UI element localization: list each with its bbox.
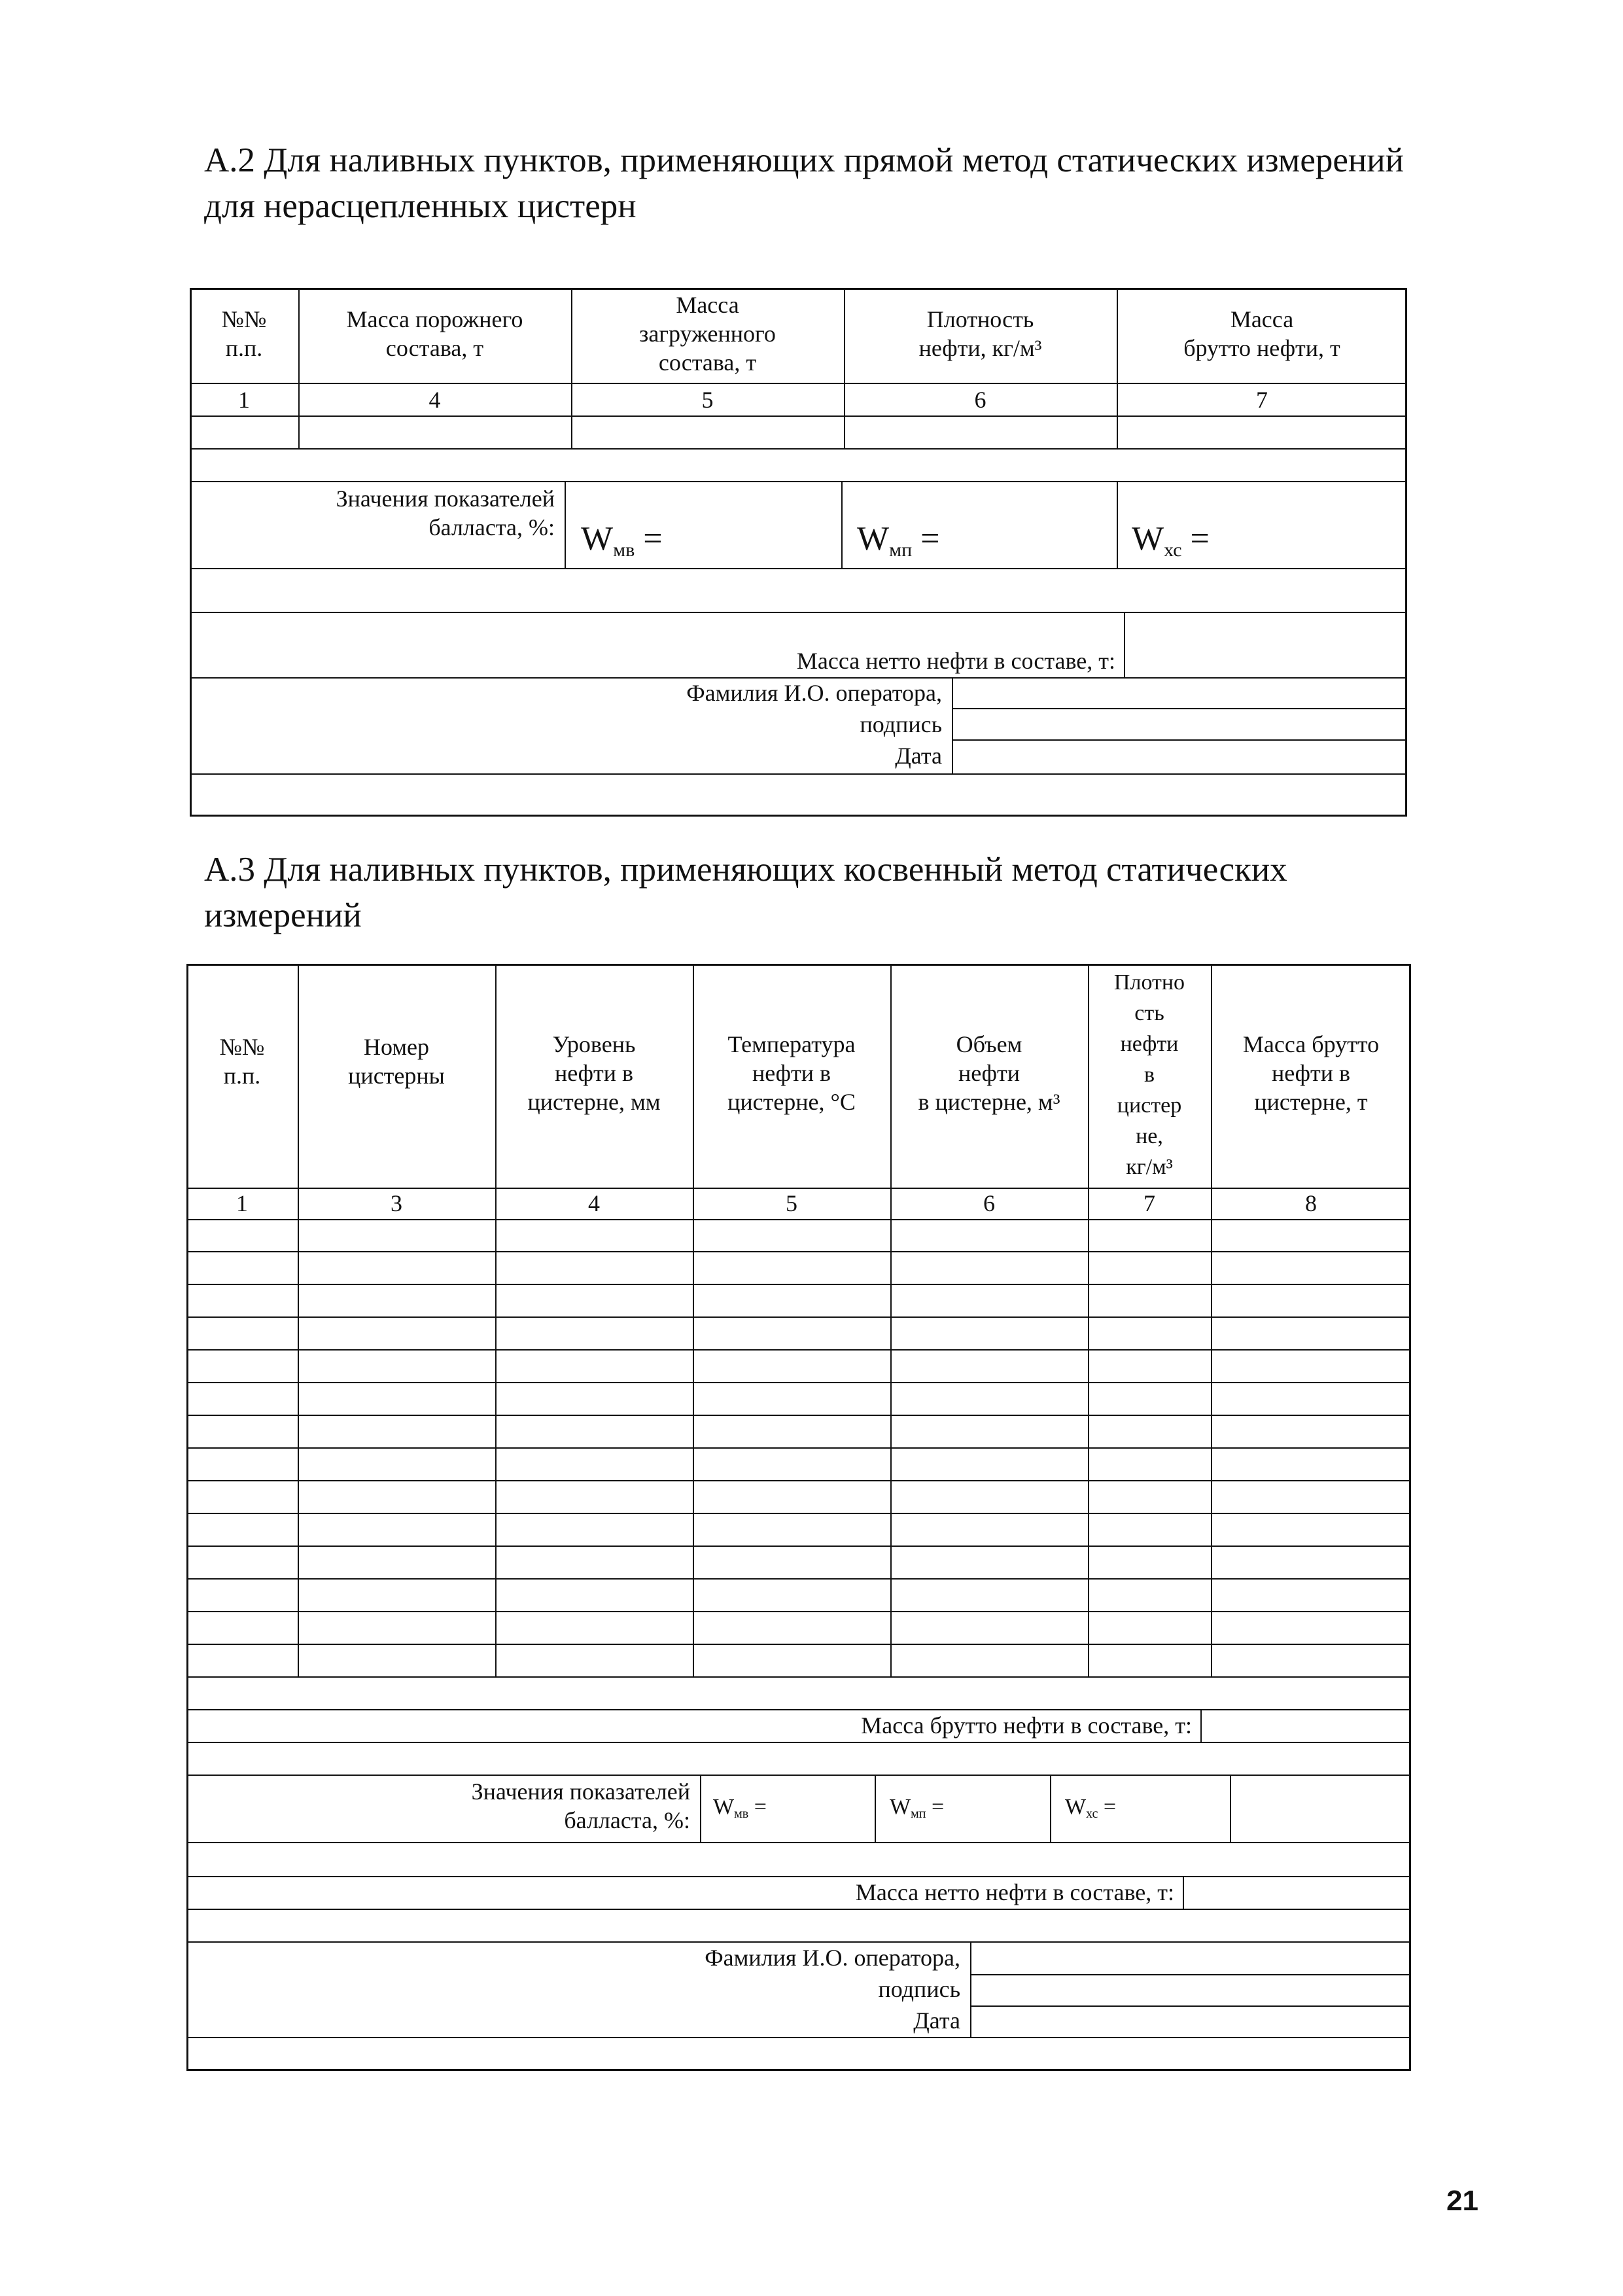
a3-w-mv: $W_{мв}$ = — [713, 1795, 767, 1821]
a3-colnum: 7 — [1143, 1190, 1155, 1216]
section-a2-title-line2: для нерасцепленных цистерн — [204, 187, 637, 225]
table-a3-row-divider — [186, 1611, 1411, 1612]
a2-header-num: №№ п.п. — [221, 306, 267, 361]
a3-date-label: Дата — [913, 2007, 960, 2034]
a2-w-hs: $W_{хс}$ = — [1132, 520, 1210, 561]
table-a3-row-divider — [186, 1480, 1411, 1481]
table-a3-ballast-divider — [1230, 1775, 1231, 1842]
table-a3-net-top — [186, 1876, 1411, 1877]
a3-w-hs: $W_{хс}$ = — [1065, 1795, 1117, 1821]
table-a3-row-divider — [186, 1382, 1411, 1383]
a2-colnum: 5 — [701, 387, 714, 413]
a3-signature-label: подпись — [878, 1976, 960, 2002]
table-a2-ballast-top — [190, 481, 1407, 482]
table-a3-operator-value-divider — [970, 1941, 971, 2037]
a2-ballast-label: Значения показателей балласта, %: — [336, 486, 555, 540]
a2-colnum: 1 — [238, 387, 250, 413]
a3-header-temperature: Температура нефти в цистерне, °С — [727, 1031, 856, 1115]
a2-header-density: Плотность нефти, кг/м³ — [918, 306, 1042, 361]
table-a2-net-top — [190, 612, 1407, 613]
a3-gross-total-label: Масса брутто нефти в составе, т: — [861, 1712, 1192, 1739]
table-a2-net-value-divider — [1124, 612, 1125, 677]
a2-operator-label: Фамилия И.О. оператора, — [686, 680, 942, 706]
table-a3-gross-value-divider — [1200, 1709, 1202, 1742]
table-a3-ballast-divider — [1050, 1775, 1051, 1842]
a2-header-loaded-mass: Масса загруженного состава, т — [639, 292, 776, 376]
a2-date-label: Дата — [895, 743, 942, 769]
table-a3-gross-bottom — [186, 1742, 1411, 1743]
table-a2-operator-value-divider — [952, 677, 953, 773]
a3-header-num: №№ п.п. — [219, 1034, 265, 1089]
a2-net-mass-label: Масса нетто нефти в составе, т: — [796, 648, 1115, 674]
table-a3-ballast-divider — [700, 1775, 701, 1842]
a2-colnum: 7 — [1256, 387, 1268, 413]
table-a3-net-bottom — [186, 1909, 1411, 1910]
table-a3-net-value-divider — [1183, 1876, 1184, 1909]
table-a3-rows-bottom — [186, 1676, 1411, 1678]
table-a3-row-divider — [186, 1415, 1411, 1416]
page-number: 21 — [1446, 2185, 1478, 2217]
table-a3-ballast-bottom — [186, 1842, 1411, 1843]
table-a2-ballast-divider — [1117, 481, 1118, 568]
a3-colnum: 6 — [983, 1190, 995, 1216]
section-a2-title-line1: А.2 Для наливных пунктов, применяющих прямой метод статических измерений — [204, 141, 1404, 179]
table-a3-colnum-divider — [186, 1219, 1411, 1220]
table-a3-row-divider — [186, 1251, 1411, 1252]
table-a3-operator-divider — [970, 1974, 1411, 1975]
a3-header-gross-mass: Масса брутто нефти в цистерне, т — [1242, 1031, 1380, 1115]
a2-colnum: 6 — [974, 387, 986, 413]
table-a2-header-divider — [190, 383, 1407, 384]
a2-header-gross-mass: Масса брутто нефти, т — [1183, 306, 1340, 361]
a3-colnum: 1 — [236, 1190, 248, 1216]
a3-net-mass-label: Масса нетто нефти в составе, т: — [855, 1879, 1174, 1905]
table-a2-ballast-divider — [565, 481, 566, 568]
table-a3-gross-top — [186, 1709, 1411, 1710]
a3-colnum: 8 — [1305, 1190, 1317, 1216]
a3-header-tank-number: Номер цистерны — [348, 1034, 445, 1089]
table-a2-ballast-divider — [841, 481, 843, 568]
table-a2-colnum-divider — [190, 415, 1407, 417]
table-a3-row-divider — [186, 1545, 1411, 1547]
a3-header-level: Уровень нефти в цистерне, мм — [527, 1031, 661, 1115]
a3-colnum: 3 — [391, 1190, 402, 1216]
table-a2-row-divider — [190, 448, 1407, 450]
table-a2-operator-divider — [952, 708, 1407, 709]
a3-header-volume: Объем нефти в цистерне, м³ — [918, 1031, 1060, 1115]
table-a3-ballast-top — [186, 1775, 1411, 1776]
section-a3-title-line2: измерений — [204, 896, 362, 934]
table-a3-footer-divider — [186, 2037, 1411, 2038]
table-a3-row-divider — [186, 1349, 1411, 1351]
a3-colnum: 5 — [786, 1190, 797, 1216]
a3-w-mp: $W_{мп}$ = — [890, 1795, 945, 1821]
a3-operator-label: Фамилия И.О. оператора, — [705, 1945, 960, 1971]
table-a2-signature-divider — [952, 739, 1407, 741]
a2-w-mp: $W_{мп}$ = — [857, 520, 940, 561]
table-a2-footer-divider — [190, 773, 1407, 775]
table-a3-row-divider — [186, 1316, 1411, 1318]
table-a3-row-divider — [186, 1284, 1411, 1285]
table-a3-ballast-divider — [875, 1775, 876, 1842]
a3-ballast-label: Значения показателей балласта, %: — [471, 1778, 690, 1833]
a2-signature-label: подпись — [860, 711, 942, 737]
table-a3-row-divider — [186, 1513, 1411, 1514]
a2-colnum: 4 — [428, 387, 441, 413]
table-a3-row-divider — [186, 1447, 1411, 1449]
section-a3-title-line1: А.3 Для наливных пунктов, применяющих косвенный метод статических — [204, 851, 1287, 889]
table-a3-signature-divider — [970, 2005, 1411, 2007]
table-a3-row-divider — [186, 1578, 1411, 1580]
a3-colnum: 4 — [588, 1190, 600, 1216]
table-a2-ballast-bottom — [190, 568, 1407, 569]
a2-header-empty-mass: Масса порожнего состава, т — [346, 306, 523, 361]
a2-w-mv: $W_{мв}$ = — [581, 520, 663, 561]
table-a3-operator-top — [186, 1941, 1411, 1943]
table-a3-row-divider — [186, 1644, 1411, 1645]
a3-header-density: Плотно сть нефти в цистер не, кг/м³ — [1113, 970, 1185, 1179]
